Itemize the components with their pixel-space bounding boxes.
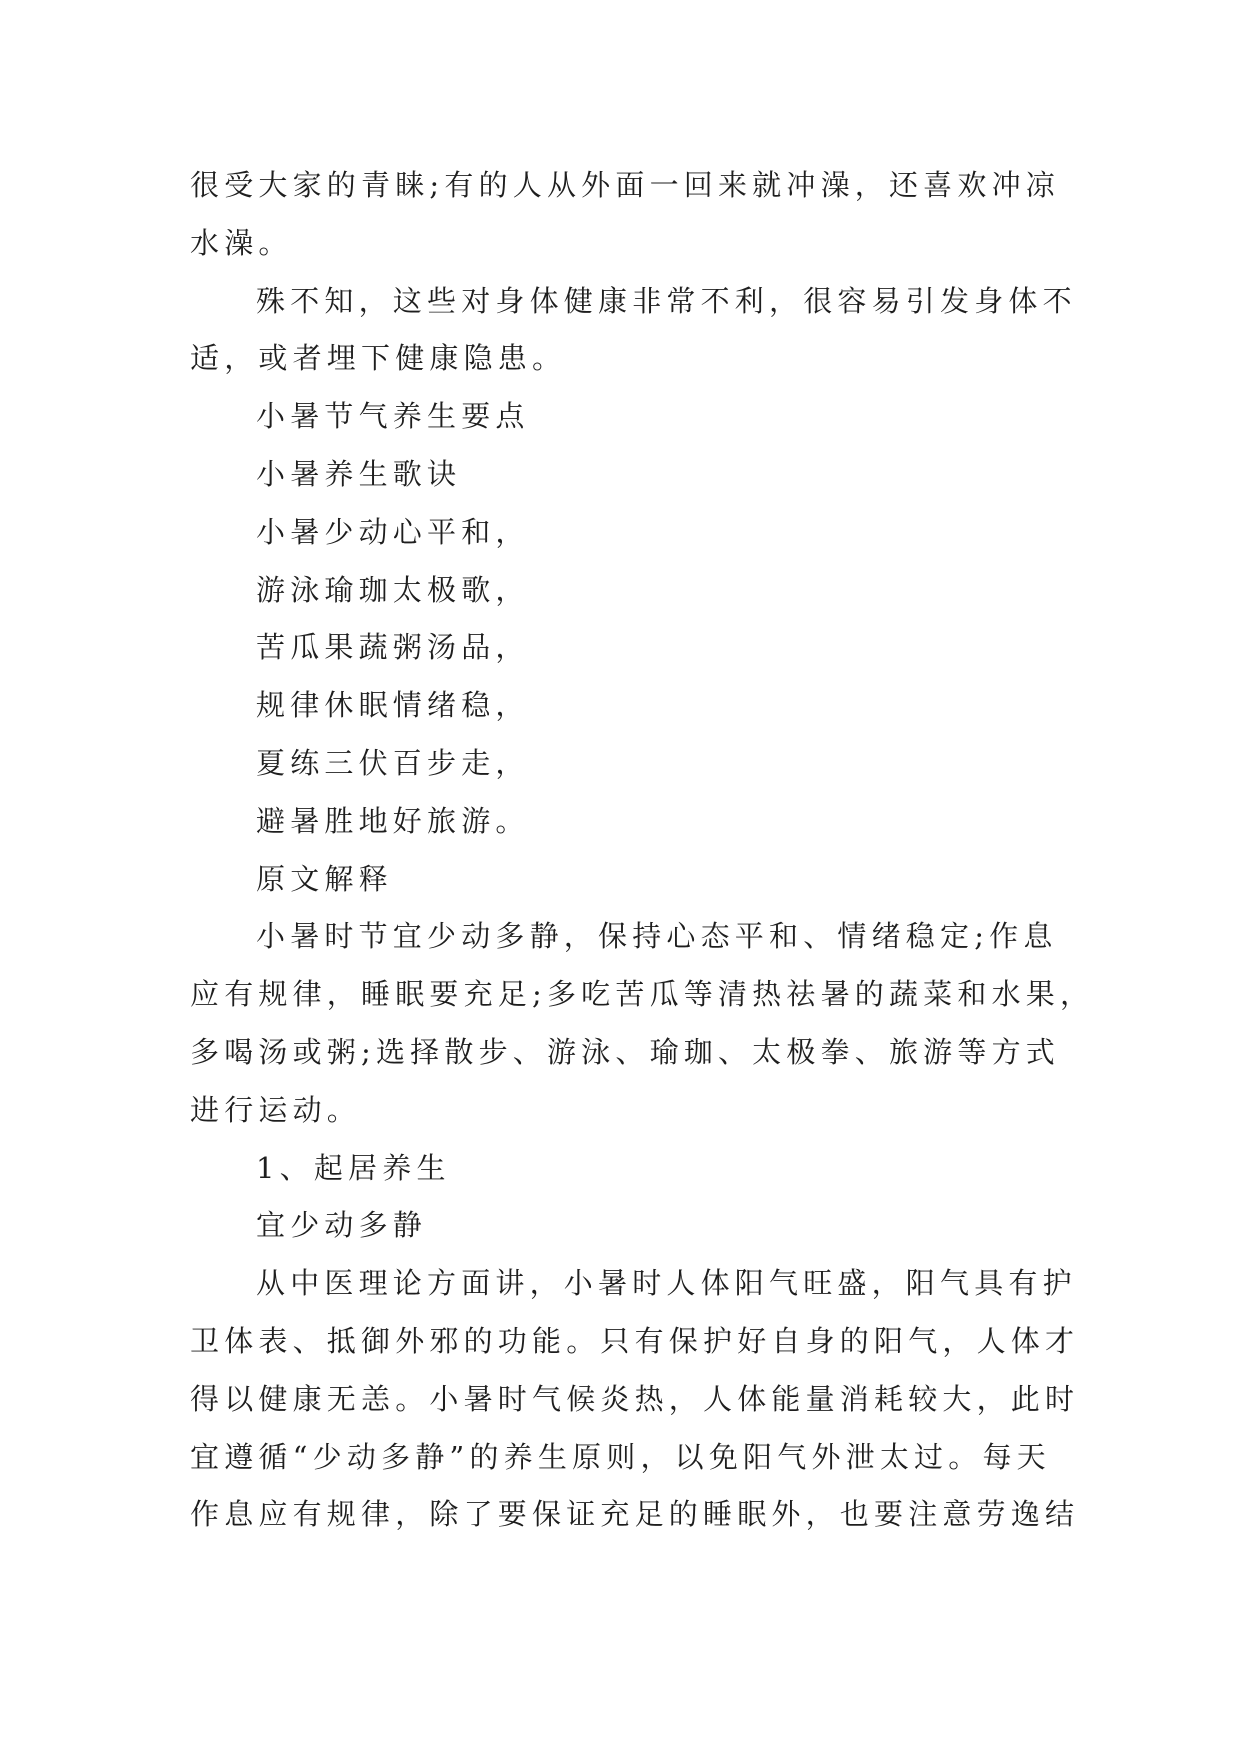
section-heading: 原文解释: [256, 861, 393, 896]
document-body: [190, 157, 1095, 1544]
section-heading: 宜少动多静: [256, 1208, 428, 1243]
text-line: 从中医理论方面讲，小暑时人体阳气旺盛，阳气具有护: [256, 1266, 1077, 1301]
text-line: 小暑时节宜少动多静，保持心态平和、情绪稳定;作息: [256, 919, 1058, 954]
verse-line: 夏练三伏百步走，: [256, 745, 530, 780]
section-heading: 小暑养生歌诀: [256, 456, 462, 491]
text-line: 卫体表、抵御外邪的功能。只有保护好自身的阳气，人体才: [190, 1323, 1080, 1358]
section-heading: 1、起居养生: [256, 1150, 451, 1185]
verse-line: 避暑胜地好旅游。: [256, 803, 530, 838]
text-line: 宜遵循“少动多静”的养生原则，以免阳气外泄太过。每天: [190, 1439, 1051, 1474]
text-line: 水澡。: [190, 225, 293, 260]
verse-line: 规律休眠情绪稳，: [256, 688, 530, 723]
text-line: 适，或者埋下健康隐患。: [190, 341, 567, 376]
verse-line: 苦瓜果蔬粥汤品，: [256, 630, 530, 665]
text-line: 作息应有规律，除了要保证充足的睡眠外，也要注意劳逸结: [190, 1497, 1080, 1532]
text-line: 得以健康无恙。小暑时气候炎热，人体能量消耗较大，此时: [190, 1381, 1080, 1416]
verse-line: 小暑少动心平和，: [256, 514, 530, 549]
text-line: 殊不知，这些对身体健康非常不利，很容易引发身体不: [256, 283, 1077, 318]
text-line: 很受大家的青睐;有的人从外面一回来就冲澡，还喜欢冲凉: [190, 168, 1060, 202]
text-line: 进行运动。: [190, 1092, 362, 1127]
verse-line: 游泳瑜珈太极歌，: [256, 572, 530, 607]
section-heading: 小暑节气养生要点: [256, 399, 530, 434]
text-line: 应有规律，睡眠要充足;多吃苦瓜等清热祛暑的蔬菜和水果，: [190, 977, 1095, 1012]
text-line: 多喝汤或粥;选择散步、游泳、瑜珈、太极拳、旅游等方式: [190, 1034, 1060, 1069]
